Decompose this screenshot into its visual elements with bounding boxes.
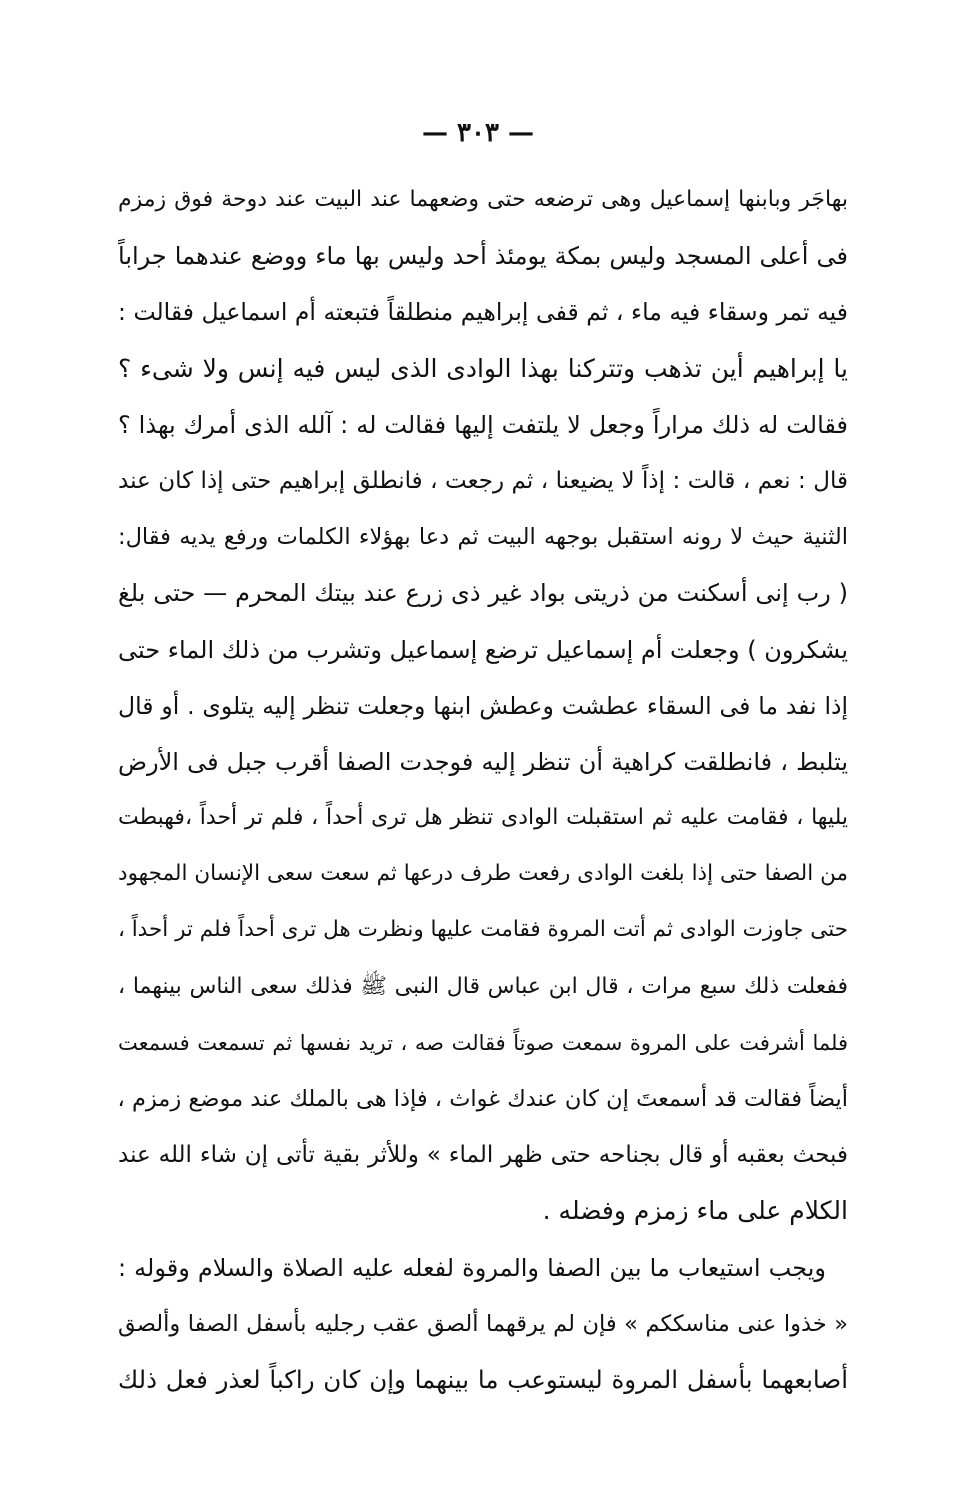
text-line: يشكرون ) وجعلت أم إسماعيل ترضع إسماعيل وتشرب من ذلك الماء حتى (118, 635, 848, 664)
text-line: أصابعهما بأسفل المروة ليستوعب ما بينهما وإن كان راكباً لعذر فعل ذلك (118, 1364, 848, 1394)
text-line: فقالت له ذلك مراراً وجعل لا يلتفت إليها فقالت له : آلله الذى أمرك بهذا ؟ (118, 410, 848, 439)
text-line: فلما أشرفت على المروة سمعت صوتاً فقالت صه ، تريد نفسها ثم تسمعت فسمعت (118, 1030, 848, 1055)
text-line: حتى جاوزت الوادى ثم أتت المروة فقامت عليها ونظرت هل ترى أحداً فلم تر أحداً ، (118, 917, 848, 943)
text-line: ويجب استيعاب ما بين الصفا والمروة لفعله عليه الصلاة والسلام وقوله : (118, 1253, 826, 1282)
text-line: يا إبراهيم أين تذهب وتتركنا بهذا الوادى الذى ليس فيه إنس ولا شىء ؟ (118, 353, 848, 383)
text-line: « خذوا عنى مناسككم » فإن لم يرقهما ألصق عقب رجليه بأسفل الصفا وألصق (118, 1310, 848, 1337)
text-line: من الصفا حتى إذا بلغت الوادى رفعت طرف درعها ثم سعت سعى الإنسان المجهود (118, 861, 848, 887)
text-line: ( رب إنى أسكنت من ذريتى بواد غير ذى زرع عند بيتك المحرم — حتى بلغ (118, 579, 848, 608)
text-line: يليها ، فقامت عليه ثم استقبلت الوادى تنظر هل ترى أحداً ، فلم تر أحداً ،فهبطت (118, 805, 848, 831)
text-line: إذا نفد ما فى السقاء عطشت وعطش ابنها وجعلت تنظر إليه يتلوى . أو قال (118, 691, 848, 720)
text-line: الكلام على ماء زمزم وفضله . (542, 1196, 848, 1226)
text-line: فبحث بعقبه أو قال بجناحه حتى ظهر الماء » وللأثر بقية تأتى إن شاء الله عند (118, 1142, 848, 1169)
text-line: يتلبط ، فانطلقت كراهية أن تنظر إليه فوجدت الصفا أقرب جبل فى الأرض (118, 747, 848, 776)
text-line: قال : نعم ، قالت : إذاً لا يضيعنا ، ثم رجعت ، فانطلق إبراهيم حتى إذا كان عند (118, 467, 848, 494)
text-line: الثنية حيث لا رونه استقبل بوجهه البيت ثم دعا بهؤلاء الكلمات ورفع يديه فقال: (118, 524, 848, 551)
text-line: ففعلت ذلك سبع مرات ، قال ابن عباس قال النبى ﷺ فذلك سعى الناس بينهما ، (118, 973, 848, 999)
text-line: فى أعلى المسجد وليس بمكة يومئذ أحد وليس بها ماء ووضع عندهما جراباً (118, 242, 848, 271)
text-line: أيضاً فقالت قد أسمعتَ إن كان عندك غواث ، فإذا هى بالملك عند موضع زمزم ، (118, 1086, 848, 1112)
text-line: بهاجَر وبابنها إسماعيل وهى ترضعه حتى وضعهما عند البيت عند دوحة فوق زمزم (118, 187, 848, 212)
page-number: — ٣٠٣ — (421, 118, 535, 148)
body-text (118, 172, 848, 1408)
text-line: فيه تمر وسقاء فيه ماء ، ثم قفى إبراهيم منطلقاً فتبعته أم اسماعيل فقالت : (118, 298, 848, 327)
